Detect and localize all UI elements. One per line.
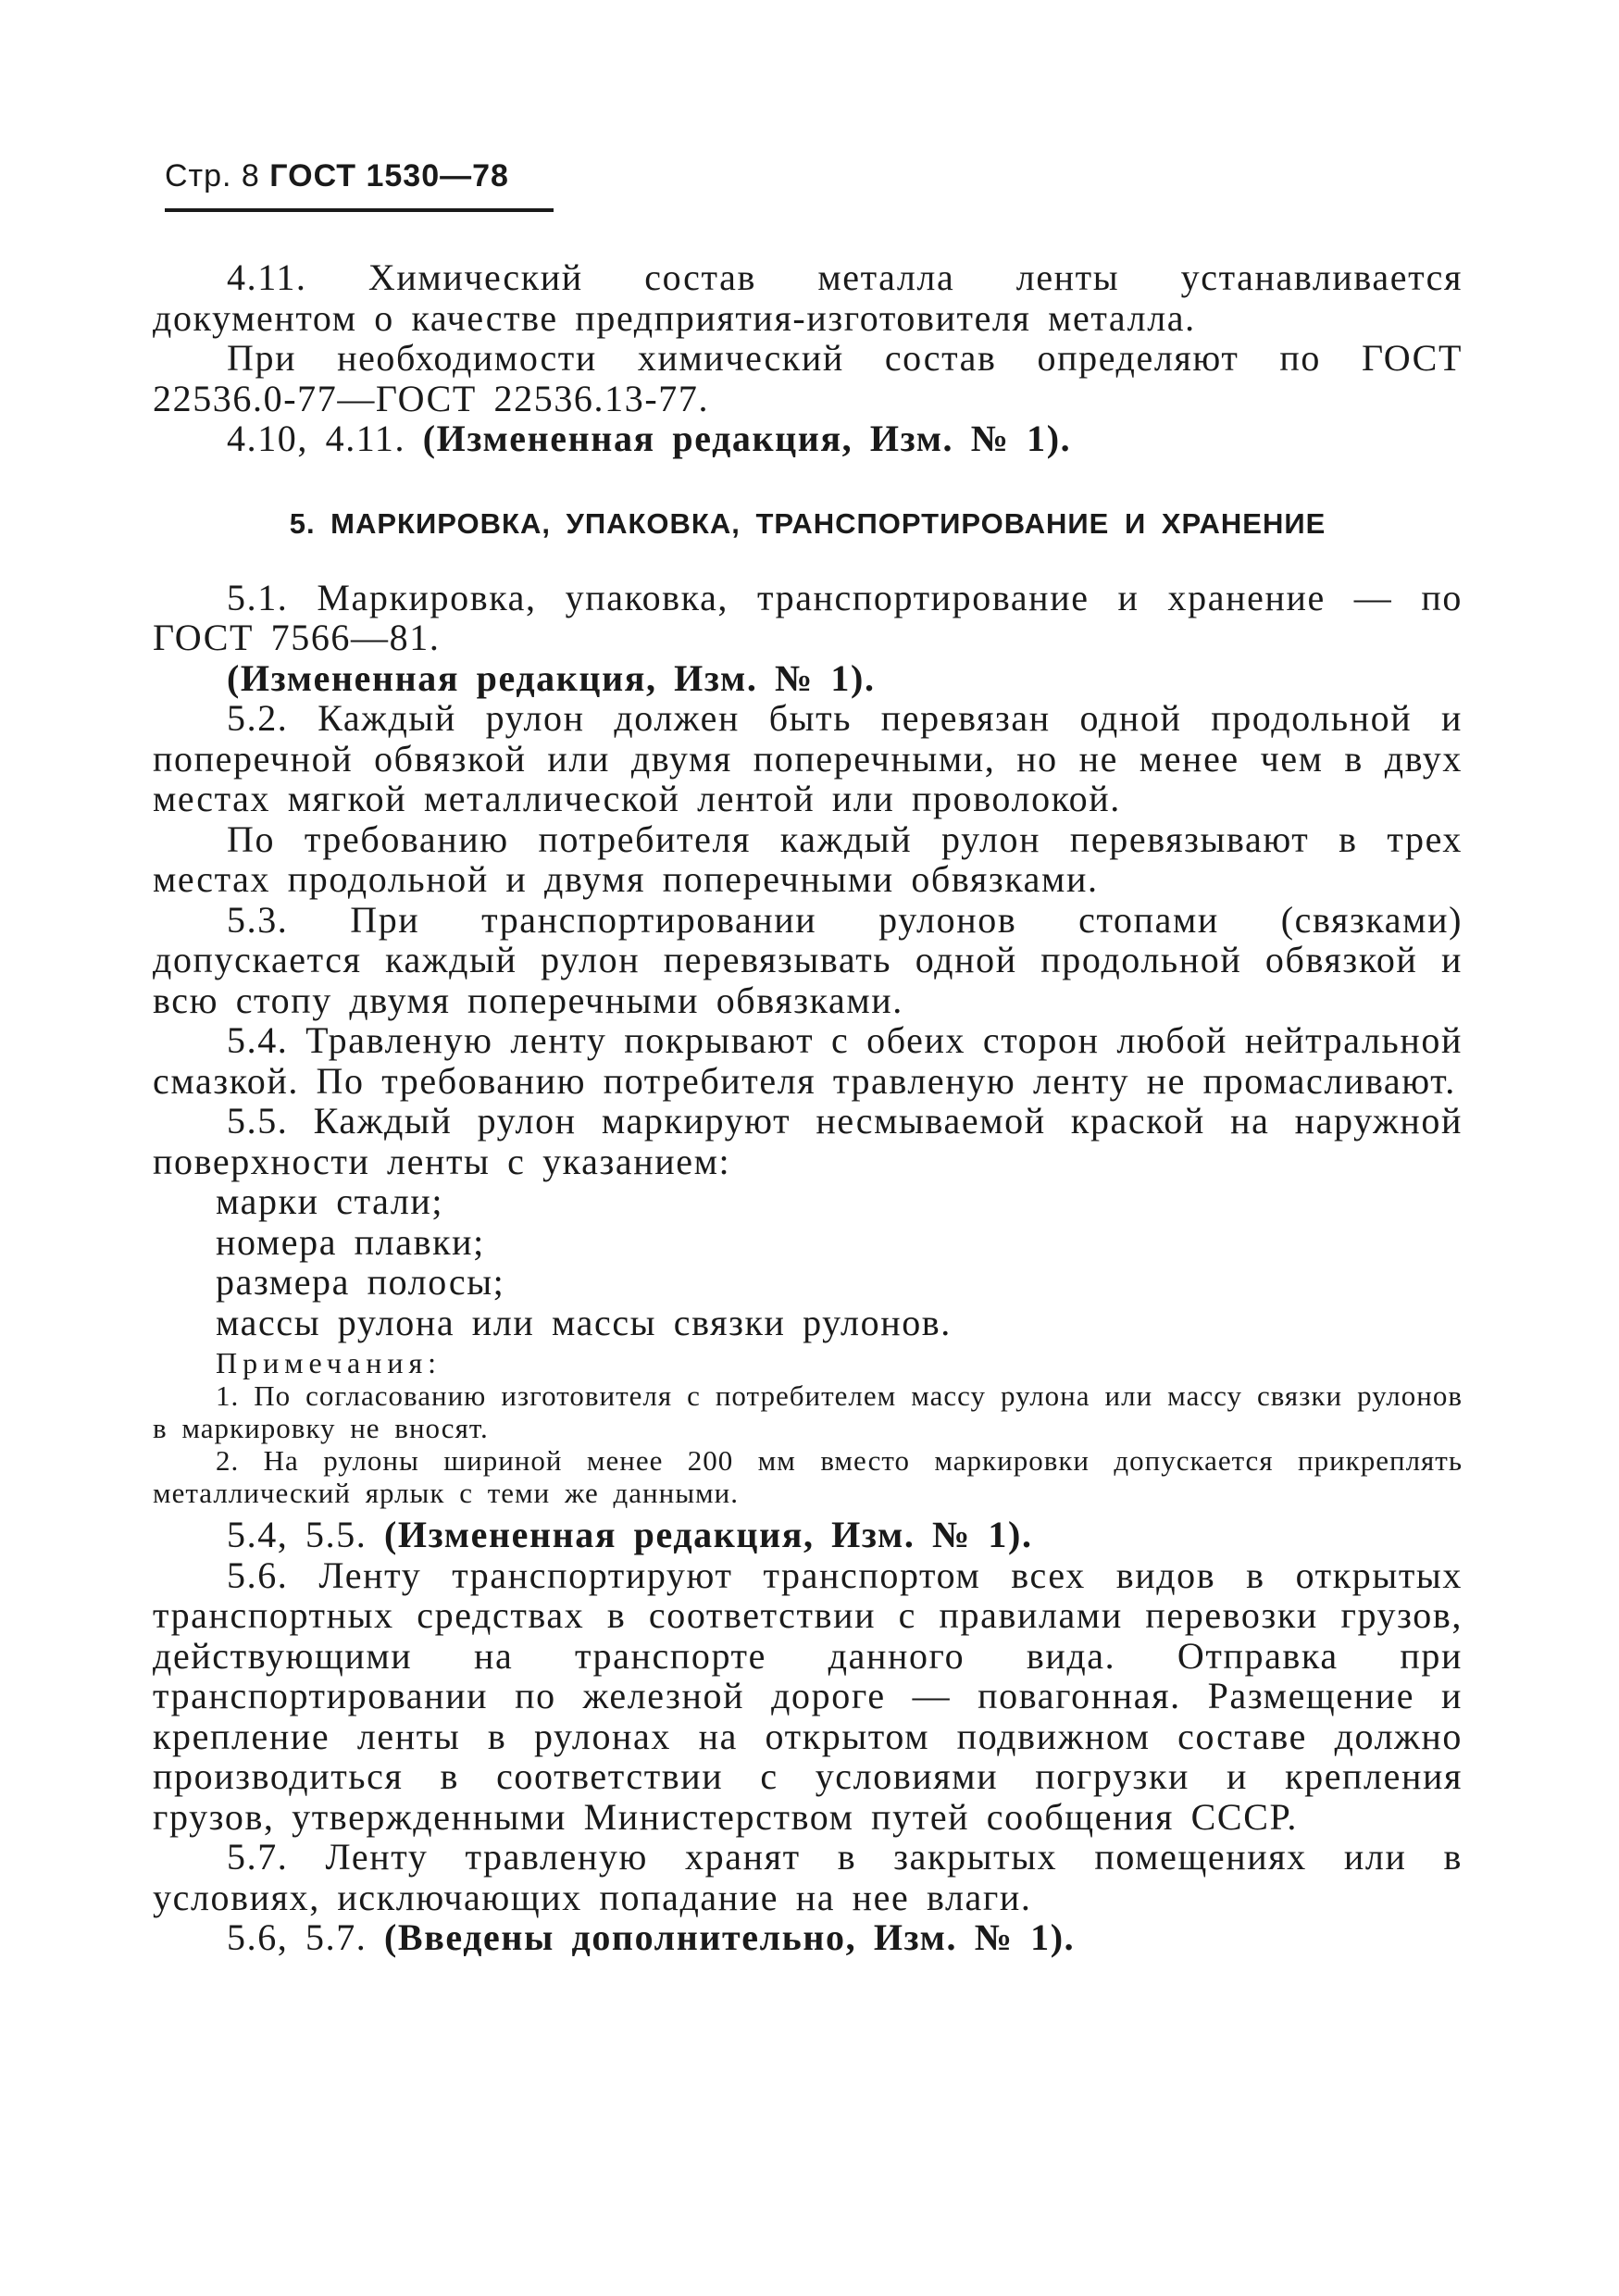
paragraph-5-6: 5.6. Ленту транспортируют транспортом всех видов в открытых транспортных средствах в соответствии с правилами перевозки грузов, действующими на транспорте данного вида. Отправка при транспортировании по железной дороге — повагонная. Размещение и крепление ленты в рулонах на открытом подвижном составе должно производиться в соответствии с условиями погрузки и крепления грузов, утвержденными Министерством путей сообщения СССР. <box>153 1554 1463 1838</box>
amendment-text: (Измененная редакция, Изм. № 1). <box>422 418 1072 459</box>
paragraph-5-5: 5.5. Каждый рулон маркируют несмываемой краской на наружной поверхности ленты с указанием: <box>153 1100 1463 1182</box>
paragraph-5-1: 5.1. Маркировка, упаковка, транспортирование и хранение — по ГОСТ 7566—81. <box>153 576 1463 658</box>
marking-item: номера плавки; <box>216 1220 485 1263</box>
marking-item: массы рулона или массы связки рулонов. <box>216 1301 952 1343</box>
paragraph-5-7: 5.7. Ленту травленую хранят в закрытых помещениях или в условиях, исключающих попадание на нее влаги. <box>153 1836 1463 1918</box>
note-2: 2. На рулоны шириной менее 200 мм вместо маркировки допускается прикреплять металлический ярлык с теми же данными. <box>153 1444 1463 1509</box>
paragraph-4-11: 4.11. Химический состав металла ленты устанавливается документом о качестве предприятия-изготовителя металла. <box>153 256 1463 339</box>
amendment-text: (Введены дополнительно, Изм. № 1). <box>384 1916 1076 1958</box>
standard-number: ГОСТ 1530—78 <box>269 158 509 193</box>
amendment-ref: 4.10, 4.11. <box>227 418 423 459</box>
paragraph-5-3: 5.3. При транспортировании рулонов стопами (связками) допускается каждый рулон перевязывать одной продольной обвязкой и всю стопу двумя поперечными обвязками. <box>153 898 1463 1021</box>
marking-item: размера полосы; <box>216 1261 505 1303</box>
amendment-ref: 5.6, 5.7. <box>227 1916 384 1958</box>
amendment-text: (Измененная редакция, Изм. № 1). <box>384 1514 1033 1555</box>
page-number: Стр. 8 <box>165 158 260 193</box>
paragraph-4-11-chemical: При необходимости химический состав определяют по ГОСТ 22536.0-77—ГОСТ 22536.13-77. <box>153 337 1463 419</box>
paragraph-5-2: 5.2. Каждый рулон должен быть перевязан одной продольной и поперечной обвязкой или двумя поперечными, но не менее чем в двух местах мягкой металлической лентой или проволокой. <box>153 697 1463 819</box>
paragraph-5-2-request: По требованию потребителя каждый рулон перевязывают в трех местах продольной и двумя поперечными обвязками. <box>153 817 1463 900</box>
amendment-note-5-4 <box>153 1515 1463 1555</box>
section-title: 5. МАРКИРОВКА, УПАКОВКА, ТРАНСПОРТИРОВАНИЕ И ХРАНЕНИЕ <box>289 506 1326 540</box>
document-body <box>153 257 1463 1958</box>
amendment-ref: 5.4, 5.5. <box>227 1514 384 1555</box>
amendment-note-5-1: (Измененная редакция, Изм. № 1). <box>227 656 876 699</box>
note-1: 1. По согласованию изготовителя с потребителем массу рулона или массу связки рулонов в маркировку не вносят. <box>153 1379 1463 1444</box>
notes-title: Примечания: <box>216 1346 442 1379</box>
amendment-note-5-6 <box>153 1917 1463 1958</box>
marking-item: марки стали; <box>216 1180 444 1222</box>
page-header <box>165 157 509 194</box>
paragraph-5-4: 5.4. Травленую ленту покрывают с обеих сторон любой нейтральной смазкой. По требованию потребителя травленую ленту не промасливают. <box>153 1019 1463 1102</box>
header-rule <box>165 208 554 212</box>
amendment-note-4-10 <box>153 418 1463 459</box>
